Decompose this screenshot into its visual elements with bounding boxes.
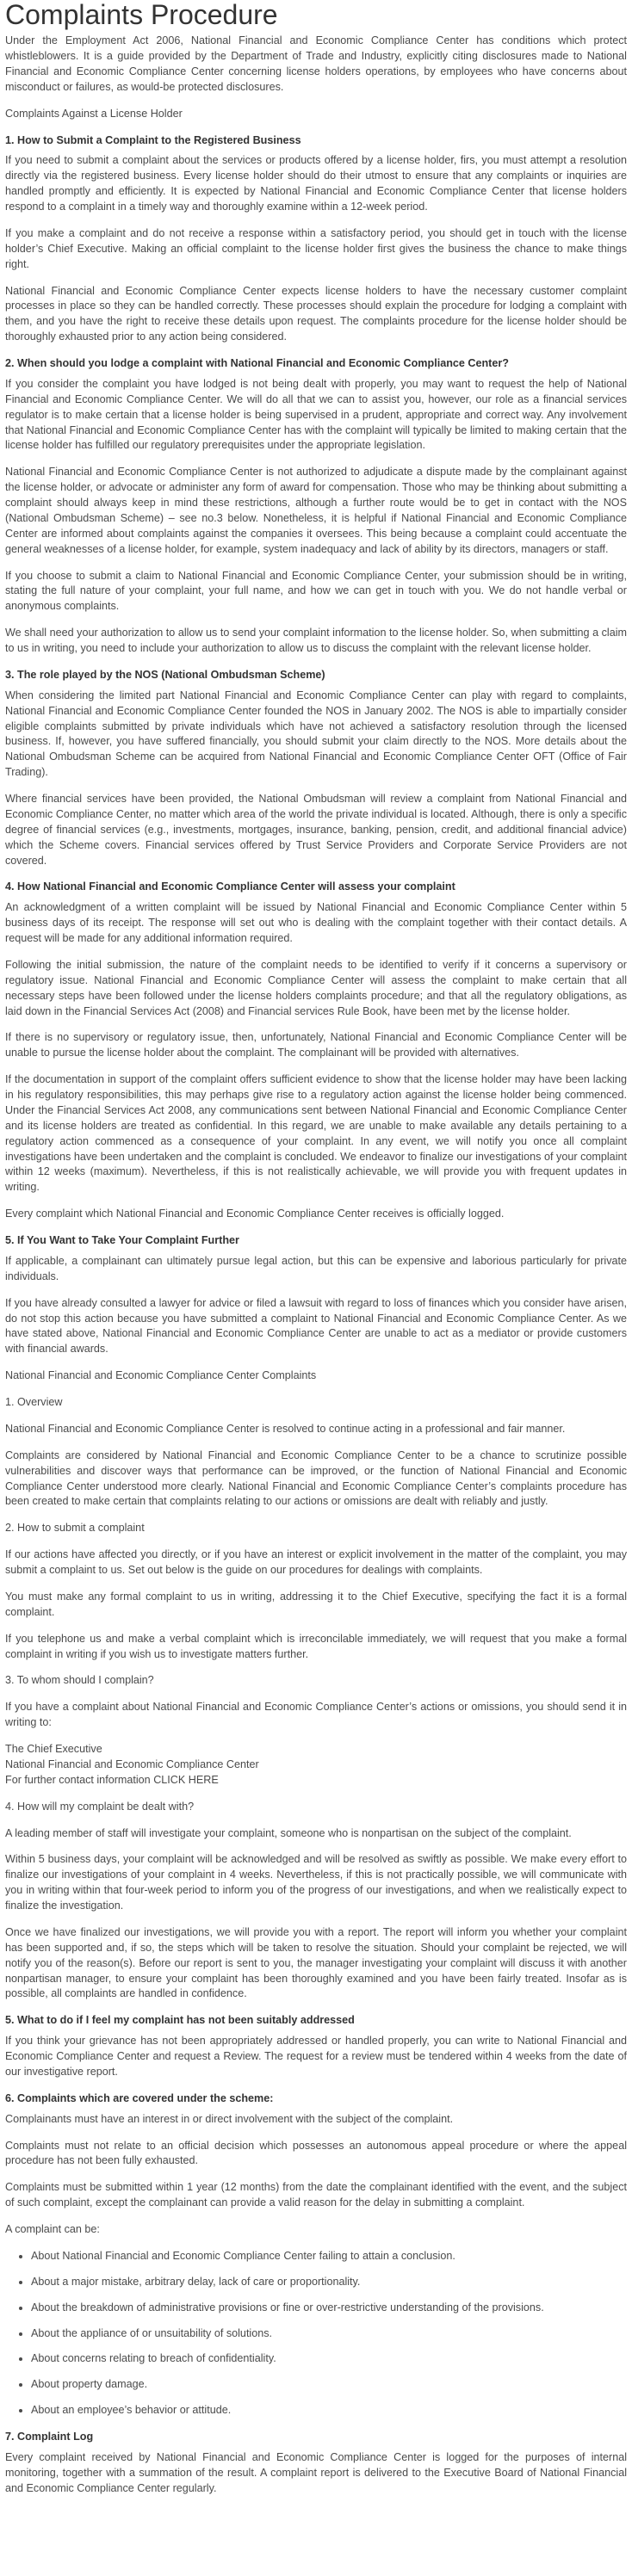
section-subtitle: Complaints Against a License Holder bbox=[5, 107, 183, 120]
section-6-paragraph-1: Complainants must have an interest in or direct involvement with the subject of the complaint. bbox=[5, 2112, 454, 2125]
dealt-with-paragraph-3: Once we have finalized our investigations, we will provide you with a report. The report will inform you whether your complaint has been supported and, if so, the steps which will be taken to resolve the situation. Should your complaint be rejected, we will notify you of the reason(s). Before our report is sent to you, the manager investigating your complaint will discuss it with another nonpartisan manager, to ensure your complaint has been thoroughly examined and you have been fairly treated. Insofar as is possible, all complaints are handled in confidence. bbox=[5, 1925, 627, 2000]
to-whom-paragraph: If you have a complaint about National Financial and Economic Compliance Center’s actions or omissions, you should send it in writing to: bbox=[5, 1701, 627, 1729]
list-item: • About National Financial and Economic Compliance Center failing to attain a conclusion. bbox=[31, 2249, 627, 2264]
section-6-heading: 6. Complaints which are covered under the scheme: bbox=[5, 2091, 274, 2104]
section-2-paragraph-1: If you consider the complaint you have lodged is not being dealt with properly, you may want to request the help of National Financial and Economic Compliance Center. We will do all that we can to assist you, however, our role as a financial services regulator is to make certain that a license holder is being supervised in a prudent, appropriate and correct way. Any involvement that National Financial and Economic Compliance Center has with the complaint will typically be limited to making certain that the license holder has fulfilled our regulatory prerequisites under the appropriate legislation. bbox=[5, 377, 627, 452]
address-line-3 bbox=[5, 1773, 627, 1788]
section-3-heading: 3. The role played by the NOS (National Ombudsman Scheme) bbox=[5, 668, 325, 681]
section-6-paragraph-3: Complaints must be submitted within 1 year (12 months) from the date the complainant identified with the event, and the subject of such complaint, except the complainant can provide a valid reason for the delay in submitting a complaint. bbox=[5, 2181, 627, 2209]
overview-paragraph-1: National Financial and Economic Compliance Center is resolved to continue acting in a professional and fair manner. bbox=[5, 1422, 566, 1435]
click-here-link[interactable]: CLICK HERE bbox=[153, 1773, 219, 1786]
section-4-paragraph-1: An acknowledgment of a written complaint will be issued by National Financial and Economic Compliance Center within 5 business days of its receipt. The response will set out who is dealing with the complaint together with their contact details. A request will be made for any additional information required. bbox=[5, 901, 627, 945]
review-heading: 5. What to do if I feel my complaint has not been suitably addressed bbox=[5, 2014, 355, 2027]
dealt-with-paragraph-2: Within 5 business days, your complaint will be acknowledged and will be resolved as swiftly as possible. We make every effort to finalize our investigations of your complaint in 4 weeks. Nevertheless, if this is not practically possible, we will communicate with you in writing within that four-week period to inform you of the progress of our investigations, and when we realistically expect to finalize the investigation. bbox=[5, 1853, 627, 1912]
section-5-heading: 5. If You Want to Take Your Complaint Further bbox=[5, 1234, 239, 1247]
section-1-heading: 1. How to Submit a Complaint to the Registered Business bbox=[5, 133, 301, 146]
address-line-2: National Financial and Economic Compliance Center bbox=[5, 1757, 259, 1770]
dealt-with-heading: 4. How will my complaint be dealt with? bbox=[5, 1800, 195, 1813]
section-2-paragraph-3: If you choose to submit a claim to National Financial and Economic Compliance Center, your submission should be in writing, stating the full nature of your complaint, your full name, and how we can get in touch with you. We do not handle verbal or anonymous complaints. bbox=[5, 569, 627, 613]
list-item: • About a major mistake, arbitrary delay, lack of care or proportionality. bbox=[31, 2275, 627, 2290]
section-4-paragraph-3: If there is no supervisory or regulatory issue, then, unfortunately, National Financial and Economic Compliance Center will be unable to pursue the license holder about the complaint. The complainant will be provided with alternatives. bbox=[5, 1031, 627, 1059]
list-item: • About property damage. bbox=[31, 2377, 627, 2393]
section-5-paragraph-1: If applicable, a complainant can ultimately pursue legal action, but this can be expensive and laborious particularly for private individuals. bbox=[5, 1254, 627, 1282]
contact-info-prefix: For further contact information bbox=[5, 1773, 154, 1786]
section-3-paragraph-1: When considering the limited part National Financial and Economic Compliance Center can play with regard to complaints, National Financial and Economic Compliance Center founded the NOS in January 2002. The NOS is able to impartially consider eligible complaints submitted by private individuals which have not achieved a satisfactory resolution through the licensed business. If, however, you have suffered financially, you should submit your claim directly to the NOS. More details about the National Ombudsman Scheme can be acquired from National Financial and Economic Compliance Center OFT (Office of Fair Trading). bbox=[5, 689, 627, 779]
intro-paragraph: Under the Employment Act 2006, National Financial and Economic Compliance Center has conditions which protect whistleblowers. It is a guide provided by the Department of Trade and Industry, explicitly citing disclosures made to National Financial and Economic Compliance Center concerning license holders operations, by employees who have concerns about misconduct or failures, as would-be protected disclosures. bbox=[5, 34, 627, 93]
center-complaints-heading: National Financial and Economic Compliance Center Complaints bbox=[5, 1369, 317, 1382]
how-to-submit-heading: 2. How to submit a complaint bbox=[5, 1522, 145, 1535]
how-to-submit-paragraph-3: If you telephone us and make a verbal complaint which is irreconcilable immediately, we will request that you make a formal complaint in writing if you wish us to investigate matters further. bbox=[5, 1632, 627, 1660]
section-2-paragraph-4: We shall need your authorization to allow us to send your complaint information to the license holder. So, when submitting a claim to us in writing, you need to include your authorization to allow us to discuss the complaint with the relevant license holder. bbox=[5, 627, 627, 655]
section-4-heading: 4. How National Financial and Economic Compliance Center will assess your complaint bbox=[5, 880, 455, 893]
section-1-paragraph-3: National Financial and Economic Compliance Center expects license holders to have the necessary customer complaint processes in place so they can be handled correctly. These processes should explain the procedure for lodging a complaint with them, and you have the right to receive these details upon request. The complaints procedure for the license holder should be thoroughly exhausted prior to any action being considered. bbox=[5, 284, 627, 343]
list-item: • About the breakdown of administrative provisions or fine or over-restrictive understanding of the provisions. bbox=[31, 2301, 627, 2316]
section-1-paragraph-1: If you need to submit a complaint about the services or products offered by a license holder, firs, you must attempt a resolution directly via the registered business. Every license holder should do their utmost to ensure that any complaints or inquiries are handled promptly and efficiently. It is expected by National Financial and Economic Compliance Center that license holders respond to a complaint in a timely way and thoroughly examine within a 12-week period. bbox=[5, 154, 627, 213]
section-4-paragraph-5: Every complaint which National Financial and Economic Compliance Center receives is officially logged. bbox=[5, 1208, 505, 1220]
address-line-1: The Chief Executive bbox=[5, 1743, 102, 1756]
postal-address bbox=[5, 1742, 627, 1788]
list-item: • About the appliance of or unsuitability of solutions. bbox=[31, 2326, 627, 2342]
section-1-paragraph-2: If you make a complaint and do not receive a response within a satisfactory period, you should get in touch with the license holder’s Chief Executive. Making an official complaint to the license holder first gives the business the chance to make things right. bbox=[5, 226, 627, 270]
list-item: • About an employee’s behavior or attitude. bbox=[31, 2403, 627, 2418]
section-7-paragraph: Every complaint received by National Financial and Economic Compliance Center is logged for the purposes of internal monitoring, together with a summation of the result. A complaint report is delivered to the Executive Board of National Financial and Economic Compliance Center regularly. bbox=[5, 2450, 627, 2494]
section-4-paragraph-2: Following the initial submission, the nature of the complaint needs to be identified to verify if it concerns a supervisory or regulatory issue. National Financial and Economic Compliance Center will assess the complaint to make certain that all necessary steps have been followed under the license holders complaints procedure; and that all the regulatory obligations, as laid down in the Financial Services Act (2008) and Financial services Rule Book, have been met by the license holder. bbox=[5, 958, 627, 1017]
section-5-paragraph-2: If you have already consulted a lawyer for advice or filed a lawsuit with regard to loss of finances which you consider have arisen, do not stop this action because you have submitted a complaint to National Financial and Economic Compliance Center. As we have stated above, National Financial and Economic Compliance Center are unable to act as a mediator or provide customers with financial awards. bbox=[5, 1296, 627, 1356]
section-3-paragraph-2: Where financial services have been provided, the National Ombudsman will review a complaint from National Financial and Economic Compliance Center, no matter which area of the world the private individual is located. Although, there is only a specific degree of financial services (e.g., investments, mortgages, insurance, banking, pension, credit, and additional financial advice) which the Scheme covers. Financial services offered by Trust Service Providers and Corporate Service Providers are not covered. bbox=[5, 793, 627, 867]
complaint-types-list bbox=[5, 2249, 627, 2418]
how-to-submit-paragraph-1: If our actions have affected you directly, or if you have an interest or explicit involvement in the matter of the complaint, you may submit a complaint to us. Set out below is the guide on our procedures for dealings with complaints. bbox=[5, 1548, 627, 1577]
section-6-paragraph-2: Complaints must not relate to an official decision which possesses an autonomous appeal procedure or where the appeal procedure has not been fully exhausted. bbox=[5, 2139, 627, 2167]
overview-heading: 1. Overview bbox=[5, 1396, 63, 1409]
section-4-paragraph-4: If the documentation in support of the complaint offers sufficient evidence to show that the license holder may have been lacking in his regulatory responsibilities, this may perhaps give rise to a regulatory action against the license holder being commenced. Under the Financial Services Act 2008, any communications sent between National Financial and Economic Compliance Center and its license holders are treated as confidential. In this regard, we are unable to make available any details pertaining to a regulatory action commenced as a consequence of your complaint. In any event, we will notify you once all complaint investigations have been undertaken and the complaint is concluded. We endeavor to finalize our investigations of your complaint within 12 weeks (maximum). Nevertheless, if this is not realistically achievable, we will provide you with frequent updates in writing. bbox=[5, 1073, 627, 1194]
list-item: • About concerns relating to breach of confidentiality. bbox=[31, 2351, 627, 2367]
review-paragraph: If you think your grievance has not been appropriately addressed or handled properly, you can write to National Financial and Economic Compliance Center and request a Review. The request for a review must be tendered within 4 weeks from the date of our investigative report. bbox=[5, 2035, 627, 2078]
complaint-types-intro: A complaint can be: bbox=[5, 2223, 100, 2236]
to-whom-heading: 3. To whom should I complain? bbox=[5, 1674, 154, 1687]
overview-paragraph-2: Complaints are considered by National Financial and Economic Compliance Center to be a chance to scrutinize possible vulnerabilities and discover ways that performance can be improved, or the function of National Financial and Economic Compliance Center understood more clearly. National Financial and Economic Compliance Center’s complaints procedure has been created to make certain that complaints relating to our actions or omissions are dealt with reliably and justly. bbox=[5, 1449, 627, 1508]
page-title: Complaints Procedure bbox=[5, 0, 278, 30]
section-7-heading: 7. Complaint Log bbox=[5, 2431, 94, 2443]
dealt-with-paragraph-1: A leading member of staff will investigate your complaint, someone who is nonpartisan on the subject of the complaint. bbox=[5, 1826, 572, 1839]
section-2-paragraph-2: National Financial and Economic Compliance Center is not authorized to adjudicate a dispute made by the complainant against the license holder, or advocate or administer any form of award for compensation. Those who may be thinking about submitting a complaint should always keep in mind these restrictions, although a further route would be to get in contact with the NOS (National Ombudsman Scheme) – see no.3 below. Nonetheless, it is helpful if National Financial and Economic Compliance Center are informed about complaints against the companies it oversees. This being because a complaint could accentuate the general weaknesses of a license holder, for example, system inadequacy and lack of ability by its directors, managers or staff. bbox=[5, 466, 627, 555]
how-to-submit-paragraph-2: You must make any formal complaint to us in writing, addressing it to the Chief Executive, specifying the fact it is a formal complaint. bbox=[5, 1590, 627, 1618]
section-2-heading: 2. When should you lodge a complaint with National Financial and Economic Compliance Center? bbox=[5, 357, 509, 370]
